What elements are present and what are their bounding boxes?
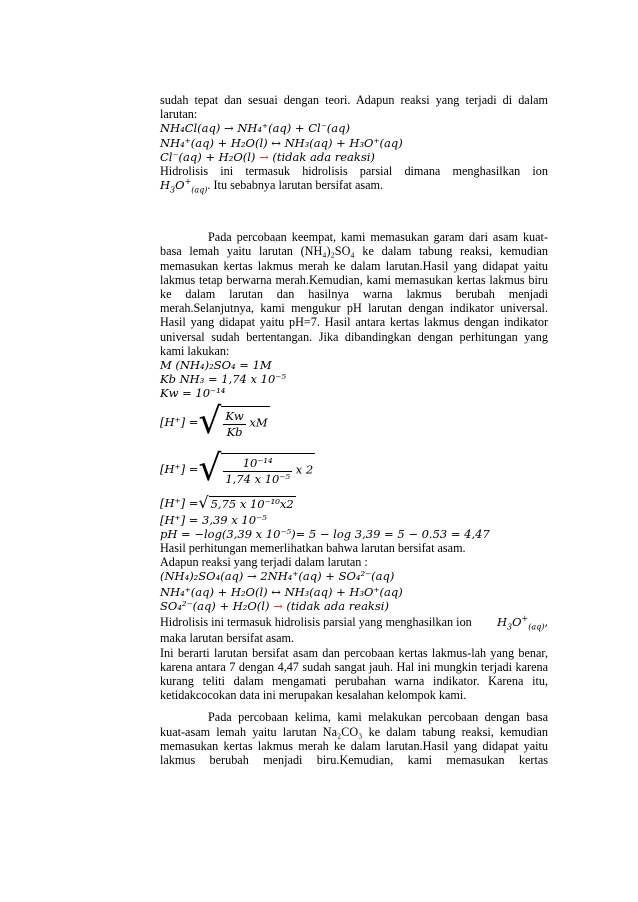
sqrt-icon: √ <box>198 493 209 513</box>
equation-ammonium-hydrolysis-2: NH₄⁺(aq) + H₂O(l) ↔ NH₃(aq) + H₃O⁺(aq) <box>160 585 403 600</box>
equation-ammonium-chloride-dissociation: NH₄Cl(aq) → NH₄⁺(aq) + Cl⁻(aq) <box>160 121 350 136</box>
equation-ammonium-sulfate-dissociation: (NH₄)₂SO₄(aq) → 2NH₄⁺(aq) + SO₄²⁻(aq) <box>160 569 395 584</box>
text-fragment: Hidrolisis ini termasuk hidrolisis parsial yang menghasilkan ion <box>160 615 472 630</box>
denominator: 1,74 x 10⁻⁵ <box>225 471 291 486</box>
document-body <box>160 93 548 767</box>
equation-left: Cl⁻(aq) + H₂O(l) <box>160 149 256 164</box>
calc-h-simplified <box>160 495 548 513</box>
equation-chloride-no-reaction <box>160 150 548 164</box>
equation-right: (tidak ada reaksi) <box>286 599 389 614</box>
calc-h-substitution <box>160 445 548 495</box>
formula-lhs: [H⁺] = <box>160 496 199 511</box>
multiplier: xM <box>249 416 268 431</box>
red-arrow-icon: → <box>273 599 283 614</box>
text-line: larutan: <box>160 107 198 122</box>
text-line: sudah tepat dan sesuai dengan teori. Adapun reaksi yang terjadi di dalam <box>160 93 548 107</box>
sqrt-icon: √ <box>198 401 222 443</box>
text-fragment: . Itu sebabnya larutan bersifat asam. <box>207 178 384 193</box>
text-line <box>160 615 548 631</box>
fraction <box>223 409 245 438</box>
calc-h-formula <box>160 401 548 445</box>
numerator: Kw <box>225 409 244 424</box>
paragraph-fifth-experiment: Pada percobaan kelima, kami melakukan percobaan dengan basa kuat-asam lemah yaitu larutan Na₂CO₃ ke dalam tabung reaksi, kemudian memasukan kertas lakmus merah ke dalam larutan.Hasil yang didapat yaitu lakmus berubah menjadi biru.Kemudian, kami memasukan kertas <box>160 710 548 768</box>
fraction <box>223 456 292 485</box>
hydronium-ion: $H_3O^+_{(aq)}$, <box>496 614 548 632</box>
radicand: 5,75 x 10⁻¹⁰x2 <box>210 496 294 511</box>
text-line: Hasil perhitungan memerlihatkan bahwa larutan bersifat asam. <box>160 540 466 555</box>
radicand <box>221 453 315 485</box>
text-line: Adapun reaksi yang terjadi dalam larutan : <box>160 555 368 570</box>
text-line: Hidrolisis ini termasuk hidrolisis parsial dimana menghasilkan ion <box>160 163 548 178</box>
equation-left: SO₄²⁻(aq) + H₂O(l) <box>160 599 270 614</box>
multiplier: x 2 <box>295 463 314 478</box>
formula-lhs: [H⁺] = <box>160 462 199 477</box>
text-line <box>160 178 548 194</box>
numerator: 10⁻¹⁴ <box>223 456 292 471</box>
denominator: Kb <box>226 424 243 439</box>
equation-ammonium-hydrolysis: NH₄⁺(aq) + H₂O(l) ↔ NH₃(aq) + H₃O⁺(aq) <box>160 135 403 150</box>
calc-kw: Kw = 10⁻¹⁴ <box>160 386 226 401</box>
equation-right: (tidak ada reaksi) <box>272 149 375 164</box>
equation-sulfate-no-reaction <box>160 599 548 615</box>
formula-lhs: [H⁺] = <box>160 415 199 430</box>
calc-molarity: M (NH₄)₂SO₄ = 1M <box>160 357 272 372</box>
hydronium-ion: $H_3O^+_{(aq)}$ <box>160 177 208 195</box>
text-line: maka larutan bersifat asam. <box>160 631 295 646</box>
paragraph-fourth-experiment: Pada percobaan keempat, kami memasukan garam dari asam kuat-basa lemah yaitu larutan (NH₄)₂SO₄ ke dalam tabung reaksi, kemudian memasukan kertas lakmus merah ke dalam larutan.Hasil yang didapat yaitu lakmus tetap berwarna merah.Kemudian, kami memasukan kertas lakmus biru ke dalam larutan dan hasilnya warna lakmus berubah menjadi merah.Selanjutnya, kami mengukur pH larutan dengan indikator universal. Hasil yang didapat yaitu pH=7. Hasil antara kertas lakmus dengan indikator universal sudah bertentangan. Jika dibandingkan dengan perhitungan yang kami lakukan: <box>160 230 548 358</box>
calc-ph: pH = −log(3,39 x 10⁻⁵)= 5 − log 3,39 = 5 − 0.53 = 4,47 <box>160 526 490 541</box>
calc-h-result: [H⁺] = 3,39 x 10⁻⁵ <box>160 512 267 527</box>
paragraph-conclusion: Ini berarti larutan bersifat asam dan percobaan kertas lakmus-lah yang benar, karena antara 7 dengan 4,47 sudah sangat jauh. Hal ini mungkin terjadi karena kurang teliti dalam mengamati perubahan warna indikator. Karena itu, ketidakcocokan data ini merupakan kesalahan kelompok kami. <box>160 645 548 703</box>
red-arrow-icon: → <box>259 149 269 164</box>
calc-kb: Kb NH₃ = 1,74 x 10⁻⁵ <box>160 372 286 387</box>
sqrt-icon: √ <box>198 448 222 490</box>
radicand <box>221 406 269 438</box>
